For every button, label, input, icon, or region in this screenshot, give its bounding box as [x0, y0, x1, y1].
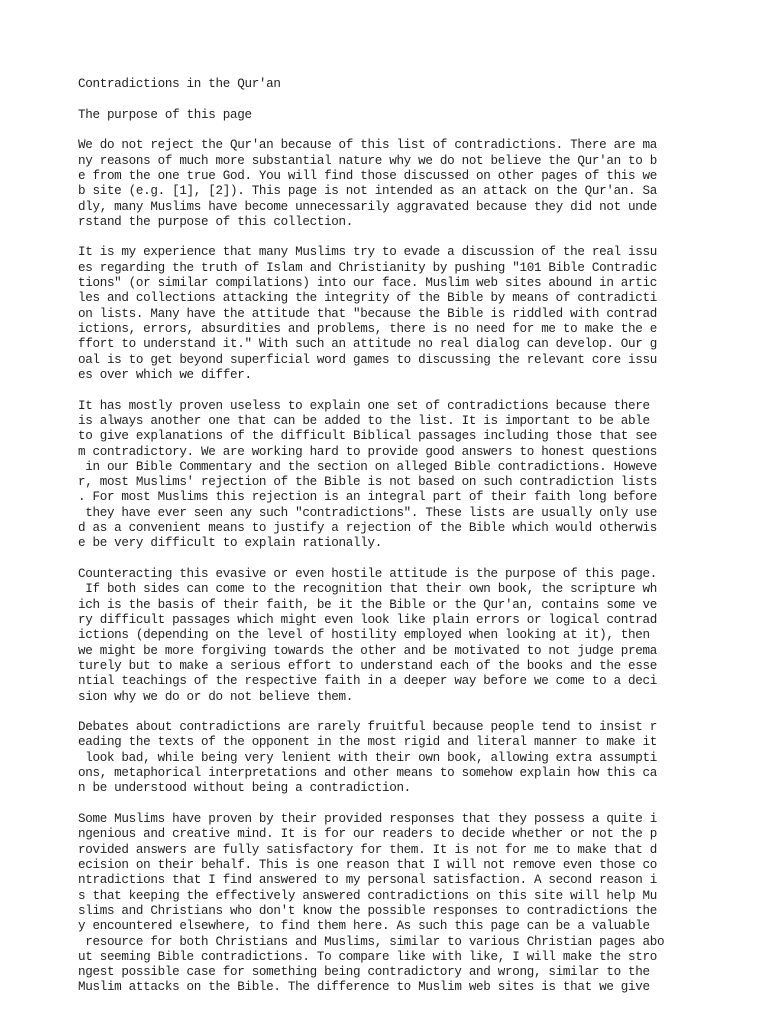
paragraph-line: ut seeming Bible contradictions. To compare like with like, I will make the stro — [78, 949, 657, 964]
paragraph-debates — [78, 720, 698, 797]
paragraph-line: rstand the purpose of this collection. — [78, 214, 354, 229]
paragraph-line: ictions (depending on the level of hostility employed when looking at it), then — [78, 628, 650, 643]
paragraph-gap — [78, 383, 698, 398]
paragraph-line: n be understood without being a contradiction. — [78, 781, 411, 796]
paragraph-line: ffort to understand it." With such an attitude no real dialog can develop. Our g — [78, 337, 657, 352]
paragraph-counteracting — [78, 567, 698, 705]
paragraph-line: y encountered elsewhere, to find them here. As such this page can be a valuable — [78, 919, 650, 934]
paragraph-gap — [78, 705, 698, 720]
paragraph-line: we might be more forgiving towards the other and be motivated to not judge prema — [78, 643, 657, 658]
paragraph-line: ntial teachings of the respective faith in a deeper way before we come to a deci — [78, 674, 657, 689]
paragraph-line: Counteracting this evasive or even hostile attitude is the purpose of this page. — [78, 567, 657, 581]
paragraph-responses — [78, 812, 698, 996]
paragraph-line: Muslim attacks on the Bible. The difference to Muslim web sites is that we give — [78, 980, 650, 995]
paragraph-experience — [78, 245, 698, 383]
paragraph-gap — [78, 123, 698, 138]
paragraph-line: e from the one true God. You will find those discussed on other pages of this we — [78, 168, 657, 183]
document-subtitle: The purpose of this page — [78, 107, 252, 122]
paragraph-line: ons, metaphorical interpretations and other means to somehow explain how this ca — [78, 766, 657, 781]
paragraph-line: ecision on their behalf. This is one reason that I will not remove even those co — [78, 857, 657, 872]
paragraph-line: If both sides can come to the recognition that their own book, the scripture wh — [78, 582, 657, 597]
paragraph-line: ngenious and creative mind. It is for our readers to decide whether or not the p — [78, 827, 657, 842]
paragraph-line: rovided answers are fully satisfactory for them. It is not for me to make that d — [78, 842, 657, 857]
paragraph-line: dly, many Muslims have become unnecessarily aggravated because they did not unde — [78, 199, 657, 214]
paragraph-line: es regarding the truth of Islam and Christianity by pushing "101 Bible Contradic — [78, 260, 657, 275]
paragraph-line: . For most Muslims this rejection is an integral part of their faith long before — [78, 490, 657, 505]
paragraph-line: is always another one that can be added to the list. It is important to be able — [78, 413, 650, 428]
paragraph-line: to give explanations of the difficult Biblical passages including those that see — [78, 429, 657, 444]
paragraph-line: b site (e.g. [1], [2]). This page is not intended as an attack on the Qur'an. Sa — [78, 184, 657, 199]
paragraph-line: turely but to make a serious effort to understand each of the books and the esse — [78, 658, 657, 673]
paragraph-line: ntradictions that I find answered to my personal satisfaction. A second reason i — [78, 873, 657, 888]
paragraph-purpose — [78, 138, 698, 230]
paragraph-line: It is my experience that many Muslims try to evade a discussion of the real issu — [78, 245, 657, 260]
document-page — [78, 77, 698, 996]
paragraph-line: les and collections attacking the integrity of the Bible by means of contradicti — [78, 291, 657, 306]
document-subtitle-block — [78, 108, 698, 123]
paragraph-line: es over which we differ. — [78, 367, 252, 382]
paragraph-line: We do not reject the Qur'an because of this list of contradictions. There are ma — [78, 138, 657, 153]
document-title: Contradictions in the Qur'an — [78, 77, 281, 91]
paragraph-line: ry difficult passages which might even look like plain errors or logical contrad — [78, 612, 657, 627]
paragraph-gap — [78, 552, 698, 567]
paragraph-line: oal is to get beyond superficial word games to discussing the relevant core issu — [78, 352, 657, 367]
paragraph-line: ngest possible case for something being contradictory and wrong, similar to the — [78, 965, 650, 980]
paragraph-line: e be very difficult to explain rationally. — [78, 536, 382, 551]
paragraph-line: they have ever seen any such "contradictions". These lists are usually only use — [78, 505, 657, 520]
paragraph-line: ich is the basis of their faith, be it the Bible or the Qur'an, contains some ve — [78, 597, 657, 612]
paragraph-line: Debates about contradictions are rarely fruitful because people tend to insist r — [78, 720, 657, 735]
paragraph-gap — [78, 230, 698, 245]
paragraph-line: in our Bible Commentary and the section on alleged Bible contradictions. Howeve — [78, 459, 657, 474]
paragraph-line: sion why we do or do not believe them. — [78, 689, 354, 704]
paragraph-line: look bad, while being very lenient with their own book, allowing extra assumpti — [78, 750, 657, 765]
paragraph-line: eading the texts of the opponent in the most rigid and literal manner to make it — [78, 735, 657, 750]
paragraph-line: r, most Muslims' rejection of the Bible is not based on such contradiction lists — [78, 475, 657, 490]
paragraph-gap — [78, 797, 698, 812]
paragraph-line: ny reasons of much more substantial nature why we do not believe the Qur'an to b — [78, 153, 657, 168]
paragraph-gap — [78, 92, 698, 107]
paragraph-line: tions" (or similar compilations) into our face. Muslim web sites abound in artic — [78, 276, 657, 291]
paragraph-line: resource for both Christians and Muslims, similar to various Christian pages abo — [78, 934, 665, 949]
paragraph-line: Some Muslims have proven by their provided responses that they possess a quite i — [78, 812, 657, 826]
paragraph-line: s that keeping the effectively answered contradictions on this site will help Mu — [78, 888, 657, 903]
paragraph-explanations — [78, 399, 698, 552]
paragraph-line: m contradictory. We are working hard to provide good answers to honest questions — [78, 444, 657, 459]
paragraph-line: It has mostly proven useless to explain one set of contradictions because there — [78, 398, 650, 413]
document-title-block — [78, 77, 698, 92]
paragraph-line: on lists. Many have the attitude that "because the Bible is riddled with contrad — [78, 306, 657, 321]
paragraph-line: ictions, errors, absurdities and problems, there is no need for me to make the e — [78, 322, 657, 336]
paragraph-line: slims and Christians who don't know the possible responses to contradictions the — [78, 903, 657, 918]
paragraph-line: d as a convenient means to justify a rejection of the Bible which would otherwis — [78, 521, 657, 536]
